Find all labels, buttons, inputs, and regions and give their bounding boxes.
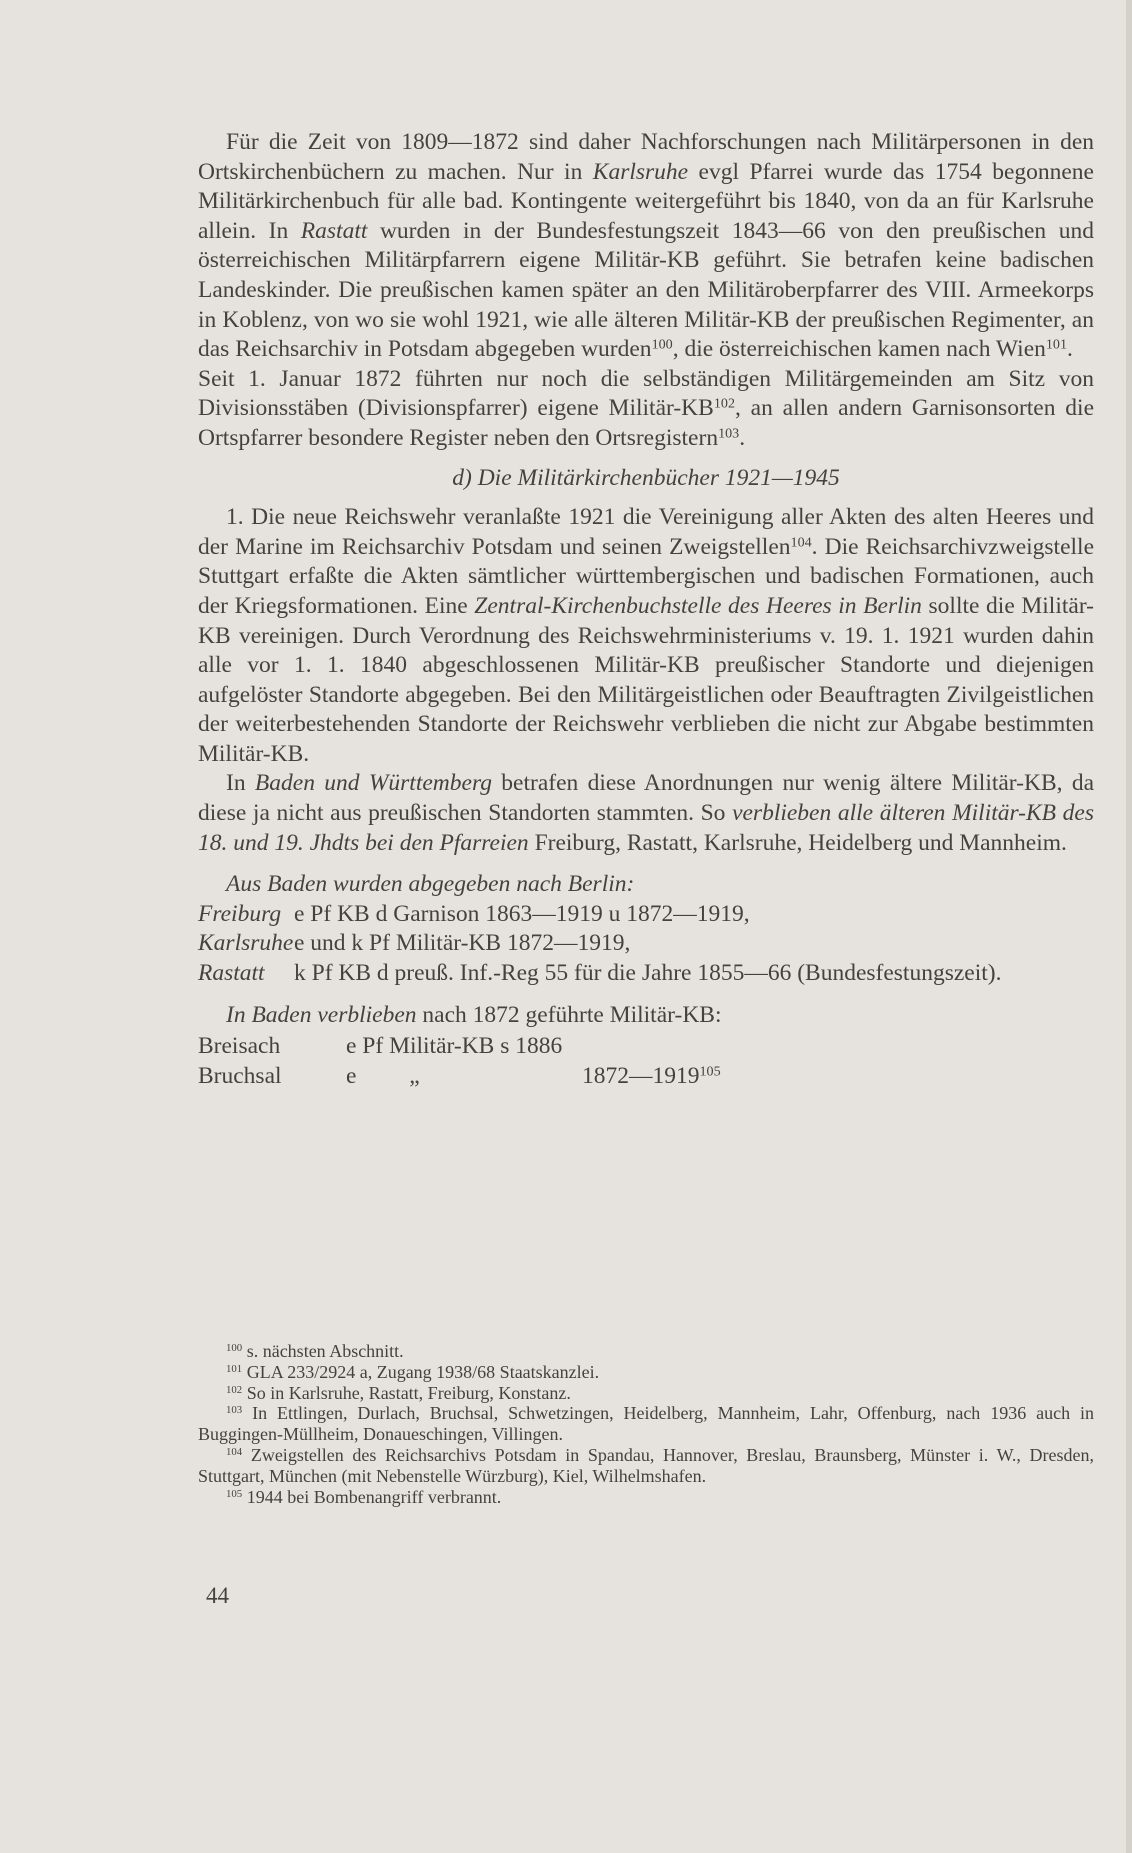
berlin-list [198, 900, 1094, 989]
footnote-number: 101 [226, 1362, 243, 1375]
text: . [739, 424, 746, 451]
footnote-text: So in Karlsruhe, Rastatt, Freiburg, Konstanz. [246, 1382, 571, 1403]
text: Freiburg, Rastatt, Karlsruhe, Heidelberg und Mannheim. [528, 829, 1067, 856]
footnote-102 [198, 1383, 1094, 1404]
row-desc: e Pf Militär-KB s 1886 [346, 1033, 563, 1060]
emph-zentral-kirchenbuchstelle: Zentral-Kirchenbuchstelle des Heeres in Berlin [474, 592, 922, 619]
text: Für die Zeit von 1809—1872 sind daher Nachforschungen nach Militärpersonen in den Ortskirchenbüchern zu machen. Nur in [198, 129, 1094, 185]
footnote-ref-105[interactable]: 105 [699, 1063, 721, 1080]
footnote-104 [198, 1445, 1094, 1487]
page-number: 44 [206, 1583, 229, 1608]
entry-place: Karlsruhe [198, 930, 294, 957]
footnote-103 [198, 1403, 1094, 1445]
footnote-ref-104[interactable]: 104 [790, 533, 812, 550]
list-item [198, 900, 1094, 930]
row-place: Breisach [198, 1033, 281, 1060]
footnote-ref-101[interactable]: 101 [1045, 336, 1068, 353]
text: . [1067, 336, 1073, 363]
footnote-text: s. nächsten Abschnitt. [246, 1341, 404, 1361]
footnote-101 [198, 1362, 1094, 1383]
entry-desc: e Pf KB d Garnison 1863—1919 u 1872—1919, [294, 900, 750, 927]
footnote-ref-102[interactable]: 102 [713, 395, 735, 412]
footnote-text: Zweigstellen des Reichsarchivs Potsdam in Spandau, Hannover, Breslau, Braunsberg, Münster i. W., Dresden, Stuttgart, München (mit Nebenstelle Würzburg), Kiel, Wilhelmshafen. [198, 1444, 1095, 1486]
entry-desc: k Pf KB d preuß. Inf.-Reg 55 für die Jahre 1855—66 (Bundesfestungszeit). [294, 960, 1002, 987]
list-item [198, 1062, 1094, 1092]
berlin-list-heading: Aus Baden wurden abgegeben nach Berlin: [226, 871, 635, 898]
baden-list-heading [198, 1001, 1094, 1031]
emph-karlsruhe: Karlsruhe [592, 158, 689, 185]
paragraph-4 [198, 769, 1094, 858]
text: wurden in der Bundesfestungszeit 1843—66 von den preußischen und österreichischen Militärpfarrern eigene Militär-KB geführt. Sie betrafen keine badischen Landeskinder. Die preußischen kamen später an den Militäroberpfarrer des VIII. Armeekorps in Koblenz, von wo sie wohl 1921, wie alle älteren Militär-KB der preußischen Regimenter, an das Reichsarchiv in Potsdam abgegeben wurden [198, 217, 1094, 363]
section-heading: d) Die Militärkirchenbücher 1921—1945 [452, 464, 840, 491]
text: . Die Reichsarchivzweigstelle Stuttgart erfaßte die Akten sämtlicher württembergischen und badischen Formationen, auch der Kriegsformationen. Eine [198, 533, 1094, 619]
text: In [226, 770, 255, 797]
footnote-number: 105 [226, 1487, 243, 1500]
row-desc: e „ [346, 1062, 420, 1089]
text: sollte die Militär-KB vereinigen. Durch Verordnung des Reichswehrministeriums v. 19. 1. 1921 wurden dahin alle vor 1. 1. 1840 abgeschlossenen Militär-KB preußischer Standorte und diejenigen aufgelöster Standorte abgegeben. Bei den Militärgeistlichen oder Beauftragten Zivilgeistlichen der weiterbestehenden Standorte der Reichswehr verblieben die nicht zur Abgabe bestimmten Militär-KB. [198, 592, 1095, 767]
footnote-105 [198, 1487, 1094, 1508]
footnote-ref-103[interactable]: 103 [718, 425, 740, 442]
body-text [198, 128, 1094, 1091]
footnote-number: 104 [226, 1446, 243, 1459]
footnote-text: GLA 233/2924 a, Zugang 1938/68 Staatskanzlei. [246, 1361, 600, 1382]
footnote-number: 100 [226, 1342, 243, 1355]
footnote-100 [198, 1341, 1094, 1362]
footnote-number: 102 [226, 1383, 243, 1396]
text: betrafen diese Anordnungen nur wenig ältere Militär-KB, da diese ja nicht aus preußischen Standorten stammten. So [198, 770, 1095, 827]
text: Seit 1. Januar 1872 führten nur noch die selbständigen Militärgemeinden am Sitz von Divisionsstäben (Divisionspfarrer) eigene Militär-KB [198, 365, 1094, 422]
footnote-number: 103 [226, 1404, 243, 1417]
page-edge [1126, 0, 1132, 1853]
text: , die österreichischen kamen nach Wien [672, 336, 1046, 363]
years: 1872—1919 [582, 1062, 700, 1089]
emph-in-baden-verblieben: In Baden verblieben [226, 1001, 417, 1028]
row-years [582, 1062, 1094, 1092]
paragraph-1 [198, 128, 1094, 365]
text: nach 1872 geführte Militär-KB: [416, 1001, 722, 1028]
emph-verblieben: verblieben alle älteren Militär-KB des 18. und 19. Jhdts bei den Pfarreien [198, 800, 1095, 856]
footnote-text: 1944 bei Bombenangriff verbrannt. [246, 1486, 502, 1507]
footnote-text: In Ettlingen, Durlach, Bruchsal, Schwetzingen, Heidelberg, Mannheim, Lahr, Offenburg, nach 1936 auch in Buggingen-Müllheim, Donaueschingen, Villingen. [198, 1403, 1094, 1445]
baden-list [198, 1032, 1094, 1091]
emph-baden-wuerttemberg: Baden und Württemberg [254, 770, 492, 797]
entry-place: Rastatt [198, 960, 265, 987]
entry-place: Freiburg [198, 900, 282, 927]
text: , an allen andern Garnisonsorten die Ortspfarrer besondere Register neben den Ortsregistern [198, 395, 1095, 451]
text: 1. Die neue Reichswehr veranlaßte 1921 die Vereinigung aller Akten des alten Heeres und der Marine im Reichsarchiv Potsdam und seinen Zweigstellen [198, 504, 1094, 560]
paragraph-2 [198, 365, 1094, 454]
emph-rastatt: Rastatt [300, 217, 368, 244]
row-place: Bruchsal [198, 1062, 282, 1089]
text: evgl Pfarrei wurde das 1754 begonnene Militärkirchenbuch für alle bad. Kontingente weitergeführt bis 1840, von da an für Karlsruhe allein. In [198, 158, 1094, 244]
list-item [198, 959, 1094, 989]
list-item [198, 1032, 1094, 1062]
list-item [198, 929, 1094, 959]
footnote-ref-100[interactable]: 100 [651, 336, 673, 353]
footnotes [198, 1341, 1094, 1507]
paragraph-3 [198, 503, 1094, 769]
entry-desc: e und k Pf Militär-KB 1872—1919, [294, 930, 631, 957]
